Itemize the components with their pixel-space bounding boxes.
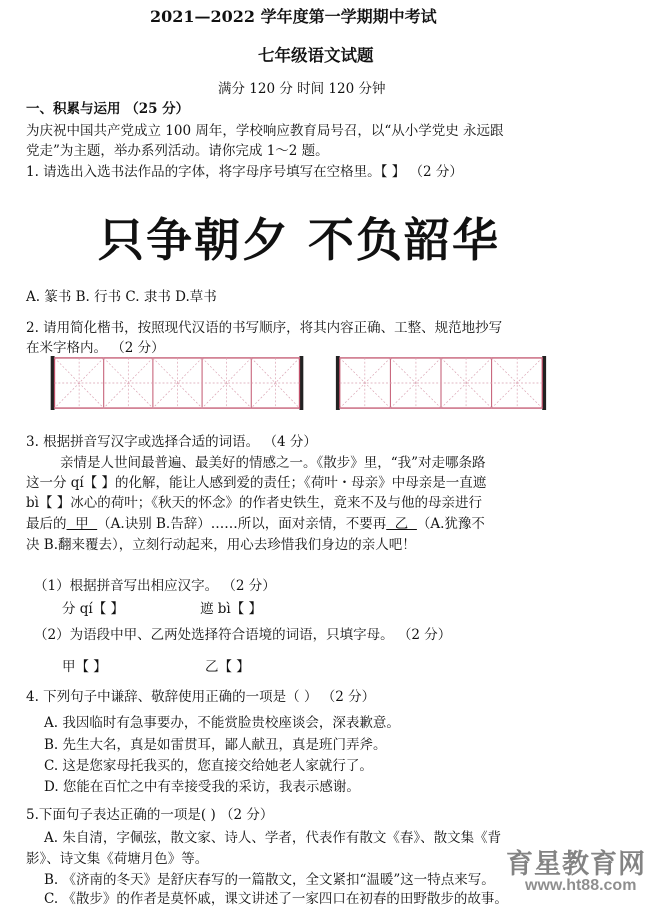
exam-meta: 满分 120 分 时间 120 分钟 [218,81,386,97]
writing-grid-left[interactable] [46,356,308,410]
q3-stem: 3. 根据拼音写汉字或选择合适的词语。 （4 分） [26,434,317,450]
writing-grid-right[interactable] [332,356,550,410]
q3-sub2-answer-yi[interactable]: 乙【 】 [205,659,250,675]
q4-option-b: B. 先生大名，真是如雷贯耳，鄙人献丑，真是班门弄斧。 [44,737,387,753]
q4-stem: 4. 下列句子中谦辞、敬辞使用正确的一项是（ ） （2 分） [26,689,376,705]
q1-options: A. 篆书 B. 行书 C. 隶书 D.草书 [26,289,217,305]
q3-sub2-stem: （2）为语段中甲、乙两处选择符合语境的词语，只填字母。 （2 分） [34,627,452,643]
calligraphy-artwork: 只争朝夕 不负韶华 [98,213,501,267]
q3-sub2-answer-jia[interactable]: 甲【 】 [62,659,107,675]
watermark-logo: 育星教育网 [506,849,646,879]
q4-option-c: C. 这是您家母托我买的，您直接交给她老人家就行了。 [44,758,373,774]
exam-subject: 七年级语文试题 [258,46,374,65]
q4-option-a: A. 我因临时有急事要办，不能赏脸贵校座谈会，深表歉意。 [44,715,400,731]
q3-passage-line4-c: （A.犹豫不 [416,516,485,532]
q3-passage-line5: 决 B.翻来覆去），立刻行动起来，用心去珍惜我们身边的亲人吧！ [26,537,416,553]
q4-option-d: D. 您能在百忙之中有幸接受我的采访，我表示感谢。 [44,779,360,795]
q3-passage-line1: 亲情是人世间最普遍、最美好的情感之一。《散步》里，“我”对走哪条路 [60,455,486,471]
q1-stem: 1. 请选出入选书法作品的字体，将字母序号填写在空格里。【 】 （2 分） [26,164,463,180]
section-intro-line2: 党走”为主题，举办系列活动。请你完成 1～2 题。 [26,143,329,159]
exam-title: 2021—2022 学年度第一学期期中考试 [150,7,437,26]
q5-option-c: C. 《散步》的作者是莫怀戚，课文讲述了一家四口在初春的田野散步的故事。 [44,891,508,907]
blank-yi: 乙 [386,516,417,532]
q3-sub1-answer-a[interactable]: 分 qí【 】 [62,601,125,617]
q3-passage-line4-b: （A.诀别 B.告辞）……所以，面对亲情，不要再 [97,516,387,532]
q2-stem-line1: 2. 请用简化楷书，按照现代汉语的书写顺序，将其内容正确、工整、规范地抄写 [26,320,503,336]
q2-stem-line2: 在米字格内。 （2 分） [26,340,165,356]
watermark-url: www.ht88.com [525,877,637,894]
section-intro-line1: 为庆祝中国共产党成立 100 周年，学校响应教育局号召，以“从小学党史 永远跟 [26,123,504,139]
q3-passage-line2: 这一分 qí【 】的化解，能让人感到爱的责任；《荷叶・母亲》中母亲是一直遮 [26,475,487,491]
q3-sub1-stem: （1）根据拼音写出相应汉字。 （2 分） [34,578,276,594]
blank-jia: 甲 [66,516,98,532]
section-heading: 一、积累与运用 （25 分） [26,101,190,117]
q5-option-a-line2: 影》、诗文集《荷塘月色》等。 [26,851,209,867]
q3-sub1-answer-b[interactable]: 遮 bì【 】 [200,601,263,617]
q5-option-b: B. 《济南的冬天》是舒庆春写的一篇散文，全文紧扣“温暖”这一特点来写。 [44,872,495,888]
q3-passage-line4 [26,512,485,532]
q3-passage-line3: bì【 】冰心的荷叶；《秋天的怀念》的作者史铁生，竟来不及与他的母亲进行 [26,495,482,511]
q5-stem: 5.下面句子表达正确的一项是( ) （2 分） [26,807,274,823]
q3-passage-line4-a: 最后的 [26,516,67,532]
q5-option-a-line1: A. 朱自清，字佩弦，散文家、诗人、学者，代表作有散文《春》、散文集《背 [44,830,502,846]
